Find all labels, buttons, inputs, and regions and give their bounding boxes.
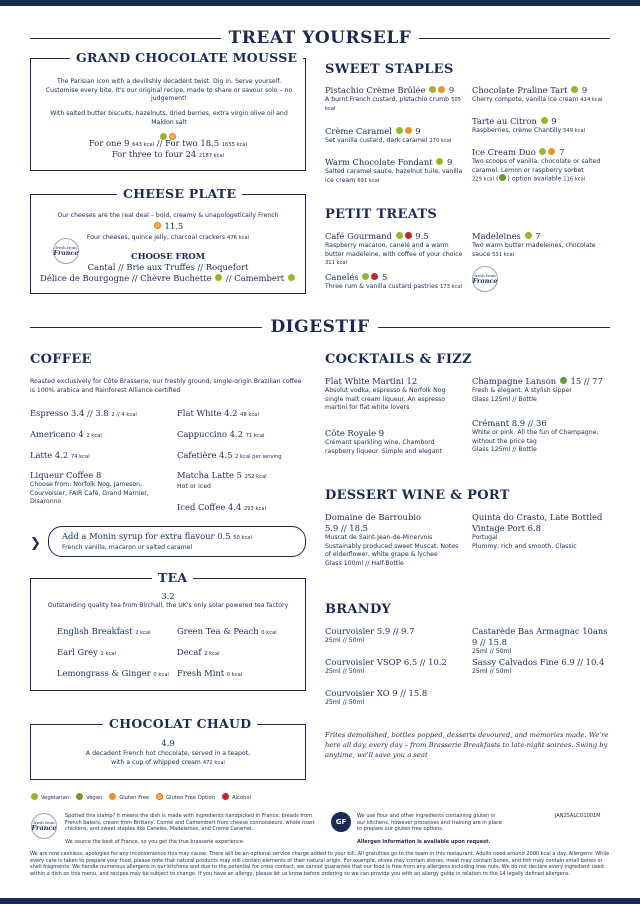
mousse-title: GRAND CHOCOLATE MOUSSE — [70, 50, 303, 65]
vegan-icon — [76, 793, 83, 800]
tea-item-earl-grey: Earl Grey 2 kcal — [57, 647, 116, 657]
tea-desc: Outstanding quality tea from Birchall, the UK's only solar powered tea factory — [47, 602, 289, 609]
tea-item-english-breakfast: English Breakfast 2 kcal — [57, 626, 151, 636]
dessert-wine-title: DESSERT WINE & PORT — [325, 488, 510, 503]
coffee-item-matcha: Matcha Latte 5 252 kcal Hot or iced — [177, 470, 267, 490]
gluten-free-logo: GF — [331, 812, 351, 832]
fresh-from-france-stamp: fresh from France — [31, 813, 57, 839]
bottom-bar — [0, 898, 640, 904]
sweet-item-creme-caramel: Crème Caramel 9 Set vanilla custard, dark caramel 270 kcal — [325, 126, 452, 144]
mousse-desc-2: With salted butter biscuits, hazelnuts, dried berries, extra virgin olive oil and Maldon salt — [50, 110, 288, 126]
dietary-legend: Vegetarian Vegan Gluten Free Gluten Free Option Alcohol — [30, 794, 251, 801]
coffee-item-americano: Americano 4 2 kcal — [30, 429, 102, 439]
treat-yourself-header — [30, 28, 610, 48]
monin-syrup-title: Add a Monin syrup for extra flavour 0.5 50 kcal — [62, 531, 252, 541]
fresh-from-france-stamp: fresh from France — [53, 238, 79, 264]
page-title: TREAT YOURSELF — [228, 28, 412, 48]
brandy-item-sassy-calvados: Sassy Calvados Fine 6.9 // 10.4 25ml // 50ml — [472, 657, 605, 675]
brandy-item-courvoisier-xo: Courvoisier XO 9 // 15.8 25ml // 50ml — [325, 688, 428, 706]
sweet-item-tarte-citron: Tarte au Citron 9 Raspberries, crème Chantilly 549 kcal — [472, 116, 586, 134]
cocktail-item-cremant: Crémant 8.9 // 36 White or pink. All the fun of Champagne, without the price tag Glass 125ml // Bottle — [472, 418, 599, 453]
cheese-row-2: Délice de Bourgogne // Chèvre Buchette // Camembert — [30, 273, 306, 284]
monin-syrup-desc: French vanilla, macaron or salted caramel — [62, 544, 193, 551]
gluten-free-option-icon — [156, 793, 163, 800]
sweet-item-creme-brulee: Pistachio Crème Brûlée 9 A burnt French custard, pistachio crumb 505 kcal — [325, 85, 461, 112]
coffee-item-iced-coffee: Iced Coffee 4.4 293 kcal — [177, 502, 266, 512]
sweet-item-praline-tart: Chocolate Praline Tart 9 Cherry compote, vanilla ice cream 414 kcal — [472, 85, 603, 103]
coffee-item-latte: Latte 4.2 74 kcal — [30, 450, 90, 460]
brandy-title: BRANDY — [325, 602, 392, 617]
tagline: Frites demolished, bottles popped, desserts devoured, and memories made. We're here all day, every day – from Brasserie Breakfasts to late-night soirées. Swing by anytime, we'll save you a seat — [325, 731, 609, 759]
petit-item-cafe-gourmand: Café Gourmand 9.5 Raspberry macaron, canelé and a warm butter madeleine, with coffee of your choice 311 kcal — [325, 231, 463, 266]
mousse-desc: The Parisian icon with a devilishly decadent twist. Dig in. Serve yourself. Customise every bite. It's our original recipe, made to share or savour solo – no judgement! — [45, 78, 293, 102]
vegetarian-icon — [31, 793, 38, 800]
digestif-title: DIGESTIF — [270, 317, 370, 337]
coffee-item-cafetiere: Cafetière 4.5 2 kcal per serving — [177, 450, 282, 460]
wine-item-barroubio: Domaine de Barroubio 5.9 // 18.5 Muscat de Saint-Jean-de-Minervois Sustainably produced sweet Muscat. Notes of elderflower, white grape & lychee Glass 100ml // Half-Bottle — [325, 512, 459, 567]
gluten-free-text: We use flour and other ingredients containing gluten in our kitchens, however processes and training are in place to prepare our gluten free options. — [357, 813, 502, 832]
tea-title: TEA — [152, 570, 193, 585]
tea-item-green-tea-peach: Green Tea & Peach 0 kcal — [177, 626, 277, 636]
stamp-explanation-2: We source the best of France, so you get the true brasserie experience. — [65, 839, 245, 845]
chevron-right-icon: ❯ — [30, 536, 41, 551]
mousse-price-line-2: For three to four 24 2187 kcal — [111, 149, 225, 159]
vegetarian-icon — [215, 274, 222, 281]
brandy-item-courvoisier: Courvoisier 5.9 // 9.7 25ml // 50ml — [325, 626, 415, 644]
cheese-choose-from: CHOOSE FROM — [131, 251, 205, 261]
mousse-price-line-1: For one 9 643 kcal // For two 18.5 1655 kcal — [88, 138, 248, 148]
chocolat-price: 4.9 — [161, 738, 175, 748]
menu-code: JAN25ALCD1001M — [555, 813, 601, 819]
cocktail-item-flat-white-martini: Flat White Martini 12 Absolut vodka, espresso & Norfolk Nog single malt cream liqueur. An espresso martini for flat white lovers — [325, 376, 446, 411]
stamp-explanation: Spotted this stamp? It means the dish is made with ingredients handpicked in France: breads from French bakers, cream from Brittany, Comté and Camembert from cheese connoisseurs, whole roast chickens, and sweet staples like Canelés, Madeleines, and Crème Caramel. — [65, 813, 315, 832]
digestif-header — [30, 317, 610, 337]
tea-item-lemongrass-ginger: Lemongrass & Ginger 0 kcal — [57, 668, 169, 678]
cocktails-title: COCKTAILS & FIZZ — [325, 352, 472, 367]
tea-price: 3.2 — [161, 591, 175, 601]
alcohol-icon — [222, 793, 229, 800]
cheese-title: CHEESE PLATE — [117, 186, 242, 201]
sweet-item-fondant: Warm Chocolate Fondant 9 Salted caramel sauce, hazelnut tuile, vanilla ice cream 691 kcal — [325, 157, 463, 184]
chocolat-title: CHOCOLAT CHAUD — [103, 716, 257, 731]
petit-item-caneles: Canelés 5 Three rum & vanilla custard pastries 173 kcal — [325, 272, 462, 290]
coffee-item-cappuccino: Cappuccino 4.2 71 kcal — [177, 429, 265, 439]
petit-treats-title: PETIT TREATS — [325, 207, 438, 222]
brandy-item-castarede: Castarède Bas Armagnac 10ans 9 // 15.8 25ml // 50ml — [472, 626, 608, 655]
top-bar — [0, 0, 640, 6]
allergen-info-text: Allergen information is available upon request. — [357, 839, 491, 845]
tea-item-decaf: Decaf 2 kcal — [177, 647, 220, 657]
sweet-staples-title: SWEET STAPLES — [325, 62, 454, 77]
chocolat-desc: A decadent French hot chocolate, served in a teapot, with a cup of whipped cream 472 kcal — [85, 750, 251, 766]
cheese-row-1: Cantal // Brie aux Truffes // Roquefort — [87, 262, 249, 272]
fresh-from-france-stamp: fresh from France — [472, 266, 498, 292]
cocktail-item-cote-royale: Côte Royale 9 Crémant sparkling wine, Chambord raspberry liqueur. Simple and elegant — [325, 428, 442, 455]
tea-item-fresh-mint: Fresh Mint 0 kcal — [177, 668, 243, 678]
coffee-item-flat-white: Flat White 4.2 48 kcal — [177, 408, 259, 418]
cheese-desc: Our cheeses are the real deal – bold, creamy & unapologetically French — [57, 212, 279, 219]
coffee-item-espresso: Espresso 3.4 // 3.8 2 // 4 kcal — [30, 408, 137, 418]
gluten-free-icon — [109, 793, 116, 800]
coffee-desc: Roasted exclusively for Côte Brasserie, our freshly ground, single-origin Brazilian coffee is 100% arabica and Rainforest Alliance certified — [30, 378, 302, 394]
vegetarian-icon — [288, 274, 295, 281]
coffee-title: COFFEE — [30, 352, 92, 367]
petit-item-madeleines: Madeleines 7 Two warm butter madeleines, chocolate sauce 531 kcal — [472, 231, 596, 258]
coffee-item-liqueur: Liqueur Coffee 8 Choose from: Norfolk Nog, Jameson, Courvoisier, FAIR Café, Grand Marnier, Disaronno — [30, 470, 149, 505]
sweet-item-ice-cream-duo: Ice Cream Duo 7 Two scoops of vanilla, chocolate or salted caramel. Lemon or raspberry sorbet 229 kcal ( ) option available 116 kcal — [472, 147, 601, 183]
cheese-sub: Four cheeses, quince jelly, charcoal crackers 476 kcal — [86, 234, 250, 241]
legal-text: We are now cashless, apologies for any inconvenience this may cause. There will be an optional service charge added to your bill. All gratuities go to the team in this restaurant. Adults need around 2000 kcal a day. Allergens: While every care is taken to prepare your food, please note that natural products may still contain elements of their natural origin. For example, olives may contain stones, meat may contain bones, and fish may contain small bones or shell fragments. We handle numerous allergens in our kitchens and due to the potential for cross contact, we cannot guarantee that our food is free from any allergens including tree nuts. We do not declare every ingredient used within a dish on this menu, and recipes may be subject to change. If you have an allergy, please let us know before ordering so we can provide you with an allergy guide in relation to the 14 legally defined allergens. — [30, 851, 610, 877]
cocktail-item-champagne: Champagne Lanson 15 // 77 Fresh & elegant. A stylish sipper Glass 125ml // Bottle — [472, 376, 603, 403]
gluten-free-option-icon — [154, 222, 161, 229]
wine-item-quinta-do-crasto: Quinta do Crasto, Late Bottled Vintage Port 6.8 Portugal Plummy, rich and smooth. Classic — [472, 512, 603, 550]
cheese-price: 11.5 — [30, 221, 306, 232]
brandy-item-courvoisier-vsop: Courvoisier VSOP 6.5 // 10.2 25ml // 50ml — [325, 657, 447, 675]
